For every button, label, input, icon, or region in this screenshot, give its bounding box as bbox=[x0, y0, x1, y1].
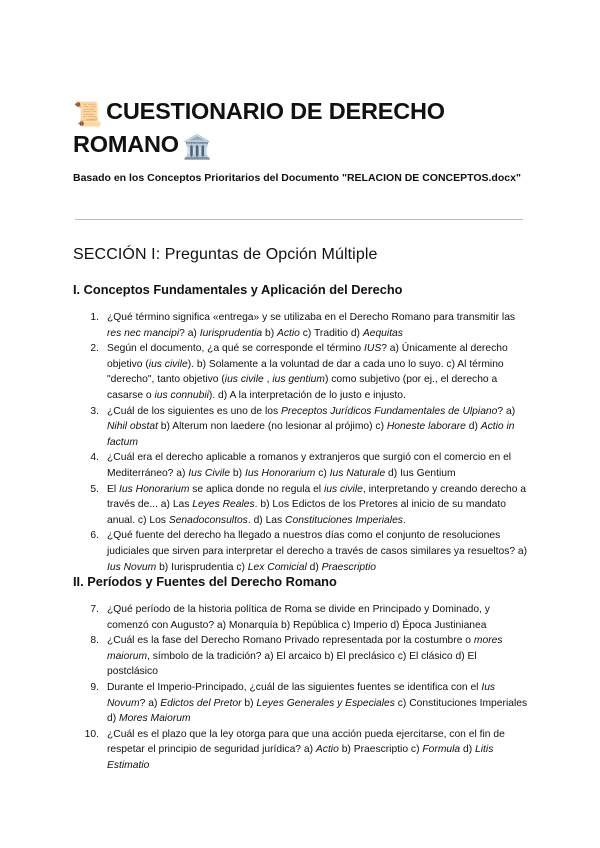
question-text: ¿Cuál de los siguientes es uno de los bbox=[107, 405, 282, 417]
question-text: , símbolo de la tradición? a) El arcaico b) El preclásico c) El clásico d) El postclásico bbox=[107, 650, 477, 678]
question-item bbox=[73, 450, 529, 481]
question-text: ? a) Únicamente al derecho objetivo ( bbox=[107, 343, 508, 370]
italic-term: Ius Novum bbox=[107, 681, 496, 709]
block-heading-2: II. Períodos y Fuentes del Derecho Romano bbox=[73, 574, 337, 589]
question-item bbox=[73, 602, 529, 633]
question-text: ¿Qué fuente del derecho ha llegado a nuestros días como el conjunto de resoluciones judiciales que sirven para interpretar el derecho a través de casos similares ya resueltos? a) bbox=[107, 530, 528, 557]
question-text: El bbox=[107, 483, 120, 495]
italic-term: Leyes Generales y Especiales bbox=[256, 697, 395, 709]
question-item bbox=[73, 341, 529, 403]
question-number: 4. bbox=[90, 452, 99, 464]
italic-term: Honeste laborare bbox=[386, 421, 466, 433]
question-number: 3. bbox=[90, 405, 99, 417]
italic-term: ius gentium bbox=[272, 374, 325, 386]
question-text: ¿Qué período de la historia política de Roma se divide en Principado y Dominado, y comenzó con Augusto? a) Monarquía b) República c) Imperio d) Época Justinianea bbox=[107, 604, 490, 631]
question-number: 2. bbox=[90, 343, 99, 355]
question-list-2 bbox=[73, 602, 529, 774]
question-item bbox=[73, 633, 529, 680]
question-number: 10. bbox=[84, 728, 99, 740]
question-text: b) Praescriptio c) bbox=[338, 744, 423, 756]
italic-term: Aequitas bbox=[362, 327, 403, 339]
question-text: b) bbox=[262, 327, 277, 339]
block-heading-1: I. Conceptos Fundamentales y Aplicación del Derecho bbox=[73, 282, 403, 297]
title-line-2: ROMANO bbox=[73, 131, 179, 157]
question-text: d) bbox=[465, 421, 481, 433]
question-text: c) bbox=[315, 467, 330, 479]
question-item bbox=[73, 727, 529, 774]
italic-term: Actio bbox=[315, 744, 339, 756]
document-title bbox=[73, 96, 533, 162]
question-text: ¿Cuál es el plazo que la ley otorga para que una acción pueda ejercitarse, con el fin de respetar el principio de seguridad jurídica? a) bbox=[107, 728, 505, 756]
italic-term: Lex Comicial bbox=[247, 561, 307, 573]
question-item bbox=[73, 310, 529, 341]
question-text: Durante el Imperio-Principado, ¿cuál de las siguientes fuentes se identifica con el bbox=[107, 681, 482, 693]
question-number: 5. bbox=[90, 483, 99, 495]
italic-term: Litis Estimatio bbox=[107, 744, 494, 771]
question-text: c) Constituciones Imperiales d) bbox=[107, 697, 528, 725]
italic-term: Edictos del Pretor bbox=[160, 697, 242, 709]
italic-term: Ius Novum bbox=[107, 561, 157, 573]
horizontal-divider bbox=[75, 219, 523, 220]
document-subtitle: Basado en los Conceptos Prioritarios del Documento "RELACION DE CONCEPTOS.docx" bbox=[73, 172, 521, 184]
italic-term: Nihil obstat bbox=[107, 421, 158, 433]
question-text: ¿Cuál es la fase del Derecho Romano Privado representada por la costumbre o bbox=[107, 635, 474, 647]
italic-term: ius connubii bbox=[154, 389, 209, 401]
question-text: d) Ius Gentium bbox=[385, 467, 456, 479]
question-text: d) bbox=[306, 561, 322, 573]
question-text: Según el documento, ¿a qué se corresponde el término bbox=[107, 343, 365, 355]
question-number: 1. bbox=[90, 312, 99, 323]
question-text: . b) Los Edictos de los Pretores al inicio de su mandato anual. c) Los bbox=[107, 499, 506, 526]
italic-term: Senadoconsultos bbox=[168, 514, 248, 526]
italic-term: Preceptos Jurídicos Fundamentales de Ulpiano bbox=[281, 405, 498, 417]
italic-term: ius civile bbox=[224, 374, 264, 386]
question-item bbox=[73, 528, 529, 575]
question-number: 6. bbox=[90, 530, 99, 542]
question-number: 7. bbox=[90, 604, 99, 615]
question-text: ? a) bbox=[179, 327, 200, 339]
italic-term: Ius Civile bbox=[188, 467, 231, 479]
question-list-1 bbox=[73, 310, 529, 575]
question-text: ) como subjetivo (por ej., el derecho a casarse o bbox=[107, 374, 498, 401]
question-text: , interpretando y creando derecho a través de... a) Las bbox=[107, 483, 527, 511]
section-heading: SECCIÓN I: Preguntas de Opción Múltiple bbox=[73, 246, 378, 263]
italic-term: IUS bbox=[364, 343, 382, 355]
italic-term: Actio bbox=[277, 327, 300, 339]
question-text: . d) Las bbox=[247, 514, 286, 526]
italic-term: Ius Honorarium bbox=[119, 483, 190, 495]
question-text: ). b) Solamente a la voluntad de dar a cada uno lo suyo. c) Al término "derecho", tanto objetivo ( bbox=[107, 358, 504, 386]
question-text: ? a) bbox=[139, 697, 161, 709]
question-item bbox=[73, 680, 529, 727]
italic-term: Actio in factum bbox=[107, 421, 515, 448]
question-text: b) Alterum non laedere (no lesionar al prójimo) c) bbox=[157, 421, 387, 433]
question-text: , bbox=[263, 374, 273, 386]
question-text: b) Iurisprudentia c) bbox=[156, 561, 248, 573]
italic-term: Ius Naturale bbox=[329, 467, 386, 479]
question-text: d) bbox=[460, 744, 476, 756]
italic-term: ius civile bbox=[323, 483, 363, 495]
question-text: b) bbox=[230, 467, 245, 479]
question-number: 9. bbox=[90, 681, 99, 693]
classical-building-icon: 🏛️ bbox=[182, 134, 212, 160]
scroll-icon: 📜 bbox=[73, 101, 103, 127]
italic-term: Iurisprudentia bbox=[199, 327, 263, 339]
title-line-1: CUESTIONARIO DE DERECHO bbox=[106, 98, 445, 124]
question-text: . bbox=[402, 514, 406, 526]
italic-term: Formula bbox=[422, 744, 461, 756]
italic-term: res nec mancipi bbox=[107, 327, 180, 339]
italic-term: Constituciones Imperiales bbox=[285, 514, 403, 526]
question-text: ). d) A la interpretación de lo justo e injusto. bbox=[208, 389, 406, 401]
question-text: ¿Cuál era el derecho aplicable a romanos y extranjeros que surgió con el comercio en el Mediterráneo? a) bbox=[107, 452, 512, 479]
question-number: 8. bbox=[90, 635, 99, 647]
question-text: ? a) bbox=[497, 405, 516, 417]
italic-term: Praescriptio bbox=[321, 561, 377, 573]
italic-term: ius civile bbox=[148, 358, 188, 370]
question-text: se aplica donde no regula el bbox=[189, 483, 324, 495]
question-item bbox=[73, 404, 529, 451]
question-text: ¿Qué término significa «entrega» y se utilizaba en el Derecho Romano para transmitir las bbox=[107, 312, 516, 323]
italic-term: Mores Maiorum bbox=[119, 713, 191, 725]
question-text: b) bbox=[241, 697, 257, 709]
italic-term: Leyes Reales bbox=[192, 499, 255, 511]
question-item bbox=[73, 482, 529, 529]
italic-term: Ius Honorarium bbox=[244, 467, 316, 479]
question-text: c) Traditio d) bbox=[299, 327, 363, 339]
italic-term: mores maiorum bbox=[107, 635, 503, 662]
